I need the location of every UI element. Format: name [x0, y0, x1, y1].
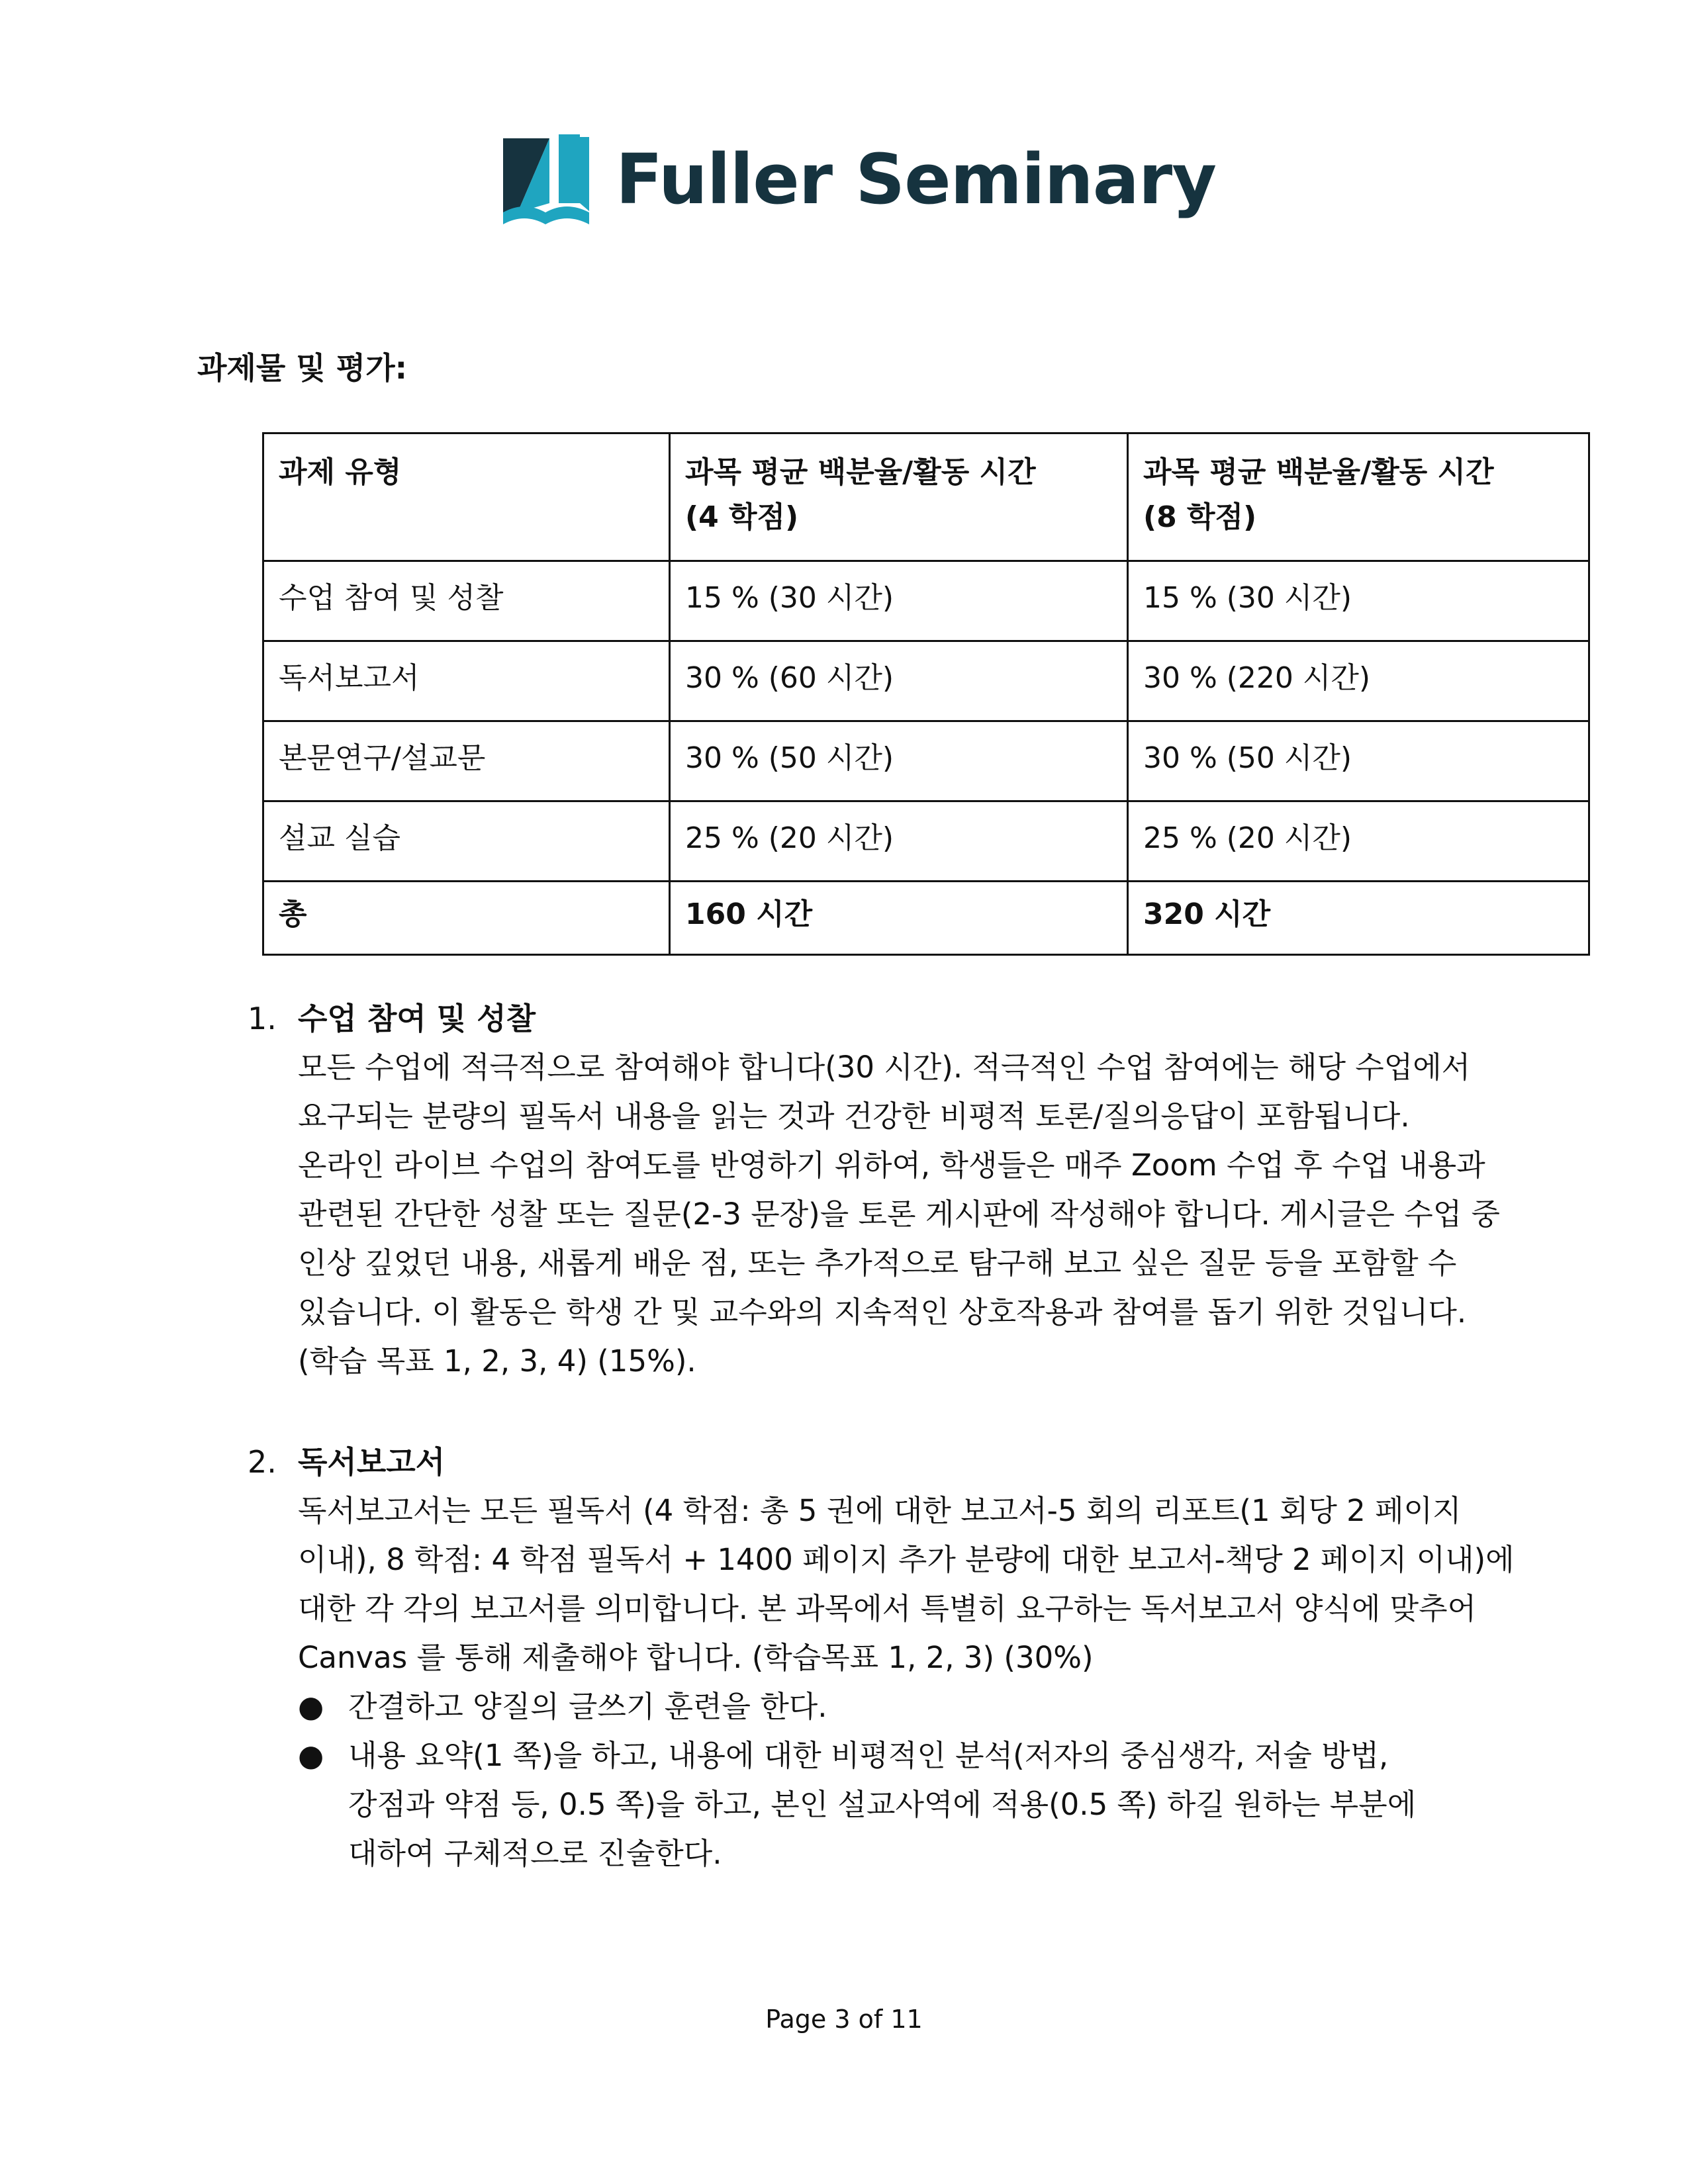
section-body: [298, 1486, 1515, 1682]
total-4-credit: 160 시간: [670, 882, 1128, 955]
table-cell: 30 % (50 시간): [1128, 721, 1589, 801]
table-cell: 30 % (60 시간): [670, 641, 1128, 721]
header-4-credit: [670, 433, 1128, 561]
table-cell: 15 % (30 시간): [1128, 561, 1589, 641]
section-class-participation: [248, 994, 1505, 1386]
table-row: [263, 721, 1589, 801]
bullet-icon: ●: [298, 1738, 324, 1773]
open-book-logo-icon: [503, 134, 589, 224]
table-row: [263, 801, 1589, 882]
logo-text: Fuller Seminary: [616, 139, 1216, 220]
list-item: [298, 1731, 1505, 1878]
table-total-row: [263, 882, 1589, 955]
table-header-row: [263, 433, 1589, 561]
table-cell: 설교 실습: [263, 801, 670, 882]
header-assignment-type: [263, 433, 670, 561]
table-cell: 30 % (220 시간): [1128, 641, 1589, 721]
table-cell: 본문연구/설교문: [263, 721, 670, 801]
header-line: 과목 평균 백분율/활동 시간: [685, 455, 1036, 489]
page-number-footer: Page 3 of 11: [765, 2005, 923, 2034]
table-row: [263, 641, 1589, 721]
header-8-credit: [1128, 433, 1589, 561]
table-cell: 30 % (50 시간): [670, 721, 1128, 801]
table-cell: 독서보고서: [263, 641, 670, 721]
paragraph-line: 있습니다. 이 활동은 학생 간 및 교수와의 지속적인 상호작용과 참여를 돕기 위한 것입니다.: [298, 1295, 1467, 1330]
section-number: 1.: [248, 1001, 277, 1036]
table-cell: 15 % (30 시간): [670, 561, 1128, 641]
section-heading: 과제물 및 평가:: [197, 350, 408, 386]
paragraph-line: 독서보고서는 모든 필독서 (4 학점: 총 5 권에 대한 보고서-5 회의 리포트(1 회당 2 페이지: [298, 1493, 1462, 1528]
paragraph-line: 관련된 간단한 성찰 또는 질문(2-3 문장)을 토론 게시판에 작성해야 합니다. 게시글은 수업 중: [298, 1197, 1501, 1232]
table-cell: 25 % (20 시간): [1128, 801, 1589, 882]
header-line: 과제 유형: [279, 455, 402, 489]
bullet-line: 대하여 구체적으로 진술한다.: [348, 1836, 722, 1871]
paragraph-line: 이내), 8 학점: 4 학점 필독서 + 1400 페이지 추가 분량에 대한 보고서-책당 2 페이지 이내)에: [298, 1542, 1515, 1577]
paragraph-line: 인상 깊었던 내용, 새롭게 배운 점, 또는 추가적으로 탐구해 보고 싶은 질문 등을 포함할 수: [298, 1246, 1457, 1281]
table-cell: 25 % (20 시간): [670, 801, 1128, 882]
paragraph-line: 모든 수업에 적극적으로 참여해야 합니다(30 시간). 적극적인 수업 참여에는 해당 수업에서: [298, 1050, 1471, 1085]
bullet-list: [298, 1682, 1505, 1878]
paragraph-line: 온라인 라이브 수업의 참여도를 반영하기 위하여, 학생들은 매주 Zoom 수업 후 수업 내용과: [298, 1148, 1485, 1183]
paragraph-line: 대한 각 각의 보고서를 의미합니다. 본 과목에서 특별히 요구하는 독서보고서 양식에 맞추어: [298, 1591, 1477, 1626]
total-8-credit: 320 시간: [1128, 882, 1589, 955]
paragraph-line: (학습 목표 1, 2, 3, 4) (15%).: [298, 1343, 696, 1379]
section-number: 2.: [248, 1444, 277, 1480]
section-title: 수업 참여 및 성찰: [298, 1001, 536, 1036]
bullet-line: 내용 요약(1 쪽)을 하고, 내용에 대한 비평적인 분석(저자의 중심생각, 저술 방법,: [348, 1738, 1389, 1773]
bullet-line: 간결하고 양질의 글쓰기 훈련을 한다.: [348, 1689, 827, 1724]
header-line: (8 학점): [1143, 500, 1257, 534]
paragraph-line: Canvas 를 통해 제출해야 합니다. (학습목표 1, 2, 3) (30%): [298, 1640, 1094, 1675]
section-body: [298, 1043, 1505, 1386]
total-label: 총: [263, 882, 670, 955]
assignment-grading-table: [262, 432, 1590, 956]
bullet-line: 강점과 약점 등, 0.5 쪽)을 하고, 본인 설교사역에 적용(0.5 쪽) 하길 원하는 부분에: [348, 1787, 1417, 1822]
table-cell: 수업 참여 및 성찰: [263, 561, 670, 641]
header-line: 과목 평균 백분율/활동 시간: [1143, 455, 1494, 489]
section-title: 독서보고서: [298, 1444, 445, 1480]
header-line: (4 학점): [685, 500, 799, 534]
list-item: [298, 1682, 1505, 1731]
paragraph-line: 요구되는 분량의 필독서 내용을 읽는 것과 건강한 비평적 토론/질의응답이 포함됩니다.: [298, 1099, 1410, 1134]
section-book-reports: [248, 1437, 1515, 1878]
fuller-seminary-logo: [503, 130, 1216, 229]
bullet-icon: ●: [298, 1689, 324, 1724]
table-row: [263, 561, 1589, 641]
